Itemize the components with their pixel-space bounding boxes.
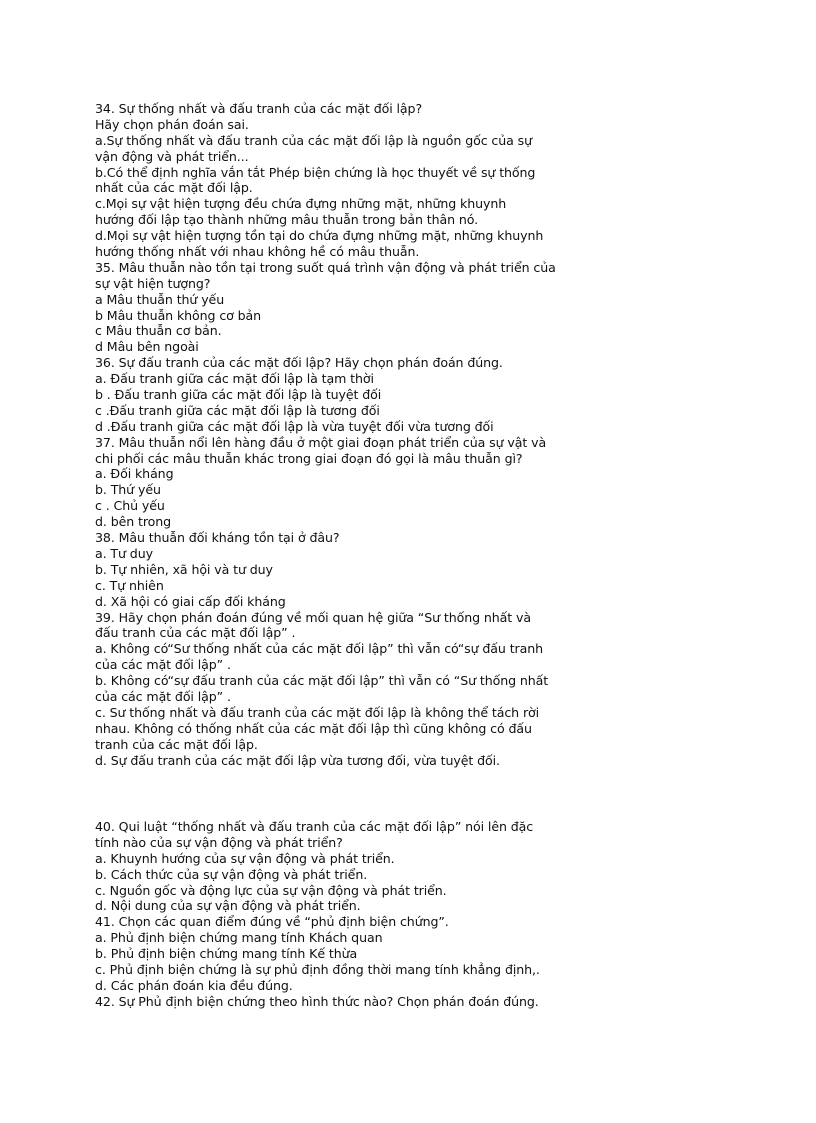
text-line: a Mâu thuẫn thứ yếu [95, 291, 225, 307]
text-line: b Mâu thuẫn không cơ bản [95, 307, 262, 323]
text-line: vận động và phát triển... [95, 148, 249, 164]
text-line: d. Các phán đoán kia đều đúng. [95, 977, 293, 993]
questions-40-42 [95, 819, 555, 1010]
text-line: Hãy chọn phán đoán sai. [95, 116, 249, 132]
text-line: 35. Mâu thuẫn nào tồn tại trong suốt quá trình vận động và phát triển của [95, 259, 556, 275]
text-line: nhất của các mặt đối lập. [95, 180, 253, 196]
text-line: b.Có thể định nghĩa vắn tắt Phép biện chứng là học thuyết về sự thống [95, 164, 536, 180]
questions-34-39 [95, 101, 555, 768]
text-line: tranh của các mặt đối lập. [95, 736, 258, 752]
text-line: a. Không có“Sư thống nhất của các mặt đối lập” thì vẫn có“sự đấu tranh [95, 641, 544, 657]
text-line: b. Phủ định biện chứng mang tính Kế thừa [95, 946, 358, 962]
text-line: sự vật hiện tượng? [95, 275, 211, 291]
text-line: hướng đối lập tạo thành những mâu thuẫn trong bản thân nó. [95, 212, 479, 228]
text-line: a. Tư duy [95, 545, 153, 561]
text-line: c.Mọi sự vật hiện tượng đều chứa đựng những mặt, những khuynh [95, 196, 507, 212]
text-line: d Mâu bên ngoài [95, 339, 199, 355]
text-line: đấu tranh của các mặt đối lập” . [95, 625, 296, 641]
text-line: a.Sự thống nhất và đấu tranh của các mặt đối lập là nguồn gốc của sự [95, 132, 532, 148]
text-line: d. bên trong [95, 514, 172, 530]
text-line: c. Tự nhiên [95, 577, 164, 593]
text-line: a. Phủ định biện chứng mang tính Khách quan [95, 930, 383, 946]
text-line: 38. Mâu thuẫn đối kháng tồn tại ở đâu? [95, 530, 340, 546]
text-line: d.Mọi sự vật hiện tượng tồn tại do chứa đựng những mặt, những khuynh [95, 228, 544, 244]
text-line: d. Sự đấu tranh của các mặt đối lập vừa tương đối, vừa tuyệt đối. [95, 752, 500, 768]
text-line: c. Phủ định biện chứng là sự phủ định đồng thời mang tính khẳng định,. [95, 962, 540, 978]
text-line: d .Đấu tranh giữa các mặt đối lập là vừa tuyệt đối vừa tương đối [95, 418, 494, 434]
text-line: tính nào của sự vận động và phát triển? [95, 834, 343, 850]
text-line: d. Nội dung của sự vận động và phát triển. [95, 898, 361, 914]
text-line: 37. Mâu thuẫn nổi lên hàng đầu ở một giai đoạn phát triển của sự vật và [95, 434, 547, 450]
text-line: a. Đối kháng [95, 466, 174, 482]
text-line: 34. Sự thống nhất và đấu tranh của các mặt đối lập? [95, 101, 423, 116]
text-line: 40. Qui luật “thống nhất và đấu tranh của các mặt đối lập” nói lên đặc [95, 819, 534, 834]
text-line: c .Đấu tranh giữa các mặt đối lập là tương đối [95, 402, 380, 418]
text-line: b. Không có“sự đấu tranh của các mặt đối lập” thì vẫn có “Sư thống nhất [95, 673, 549, 689]
text-line: a. Khuynh hướng của sự vận động và phát triển. [95, 850, 395, 866]
text-line: 36. Sự đấu tranh của các mặt đối lập? Hãy chọn phán đoán đúng. [95, 355, 503, 371]
text-line: b. Thứ yếu [95, 482, 161, 498]
text-line: c. Sư thống nhất và đấu tranh của các mặt đối lập là không thể tách rời [95, 704, 540, 720]
text-line: b . Đấu tranh giữa các mặt đối lập là tuyệt đối [95, 387, 382, 403]
text-line: c Mâu thuẫn cơ bản. [95, 323, 222, 339]
text-line: 42. Sự Phủ định biện chứng theo hình thức nào? Chọn phán đoán đúng. [95, 993, 539, 1009]
text-line: d. Xã hội có giai cấp đối kháng [95, 593, 286, 609]
text-line: hướng thống nhất với nhau không hề có mâu thuẫn. [95, 244, 420, 260]
text-line: 39. Hãy chọn phán đoán đúng về mối quan hệ giữa “Sư thống nhất và [95, 609, 531, 625]
text-line: c. Nguồn gốc và động lực của sự vận động và phát triển. [95, 882, 447, 898]
text-line: nhau. Không có thống nhất của các mặt đối lập thì cũng không có đấu [95, 720, 532, 736]
text-line: b. Tự nhiên, xã hội và tư duy [95, 561, 273, 577]
text-line: a. Đấu tranh giữa các mặt đối lập là tạm thời [95, 371, 374, 387]
text-line: của các mặt đối lập” . [95, 688, 231, 704]
text-line: b. Cách thức của sự vận động và phát triển. [95, 866, 368, 882]
text-line: c . Chủ yếu [95, 498, 165, 514]
text-line: chi phối các mâu thuẫn khác trong giai đoạn đó gọi là mâu thuẫn gì? [95, 450, 523, 466]
text-line: 41. Chọn các quan điểm đúng về “phủ định biện chứng”. [95, 914, 449, 930]
text-line: của các mặt đối lập” . [95, 657, 231, 673]
